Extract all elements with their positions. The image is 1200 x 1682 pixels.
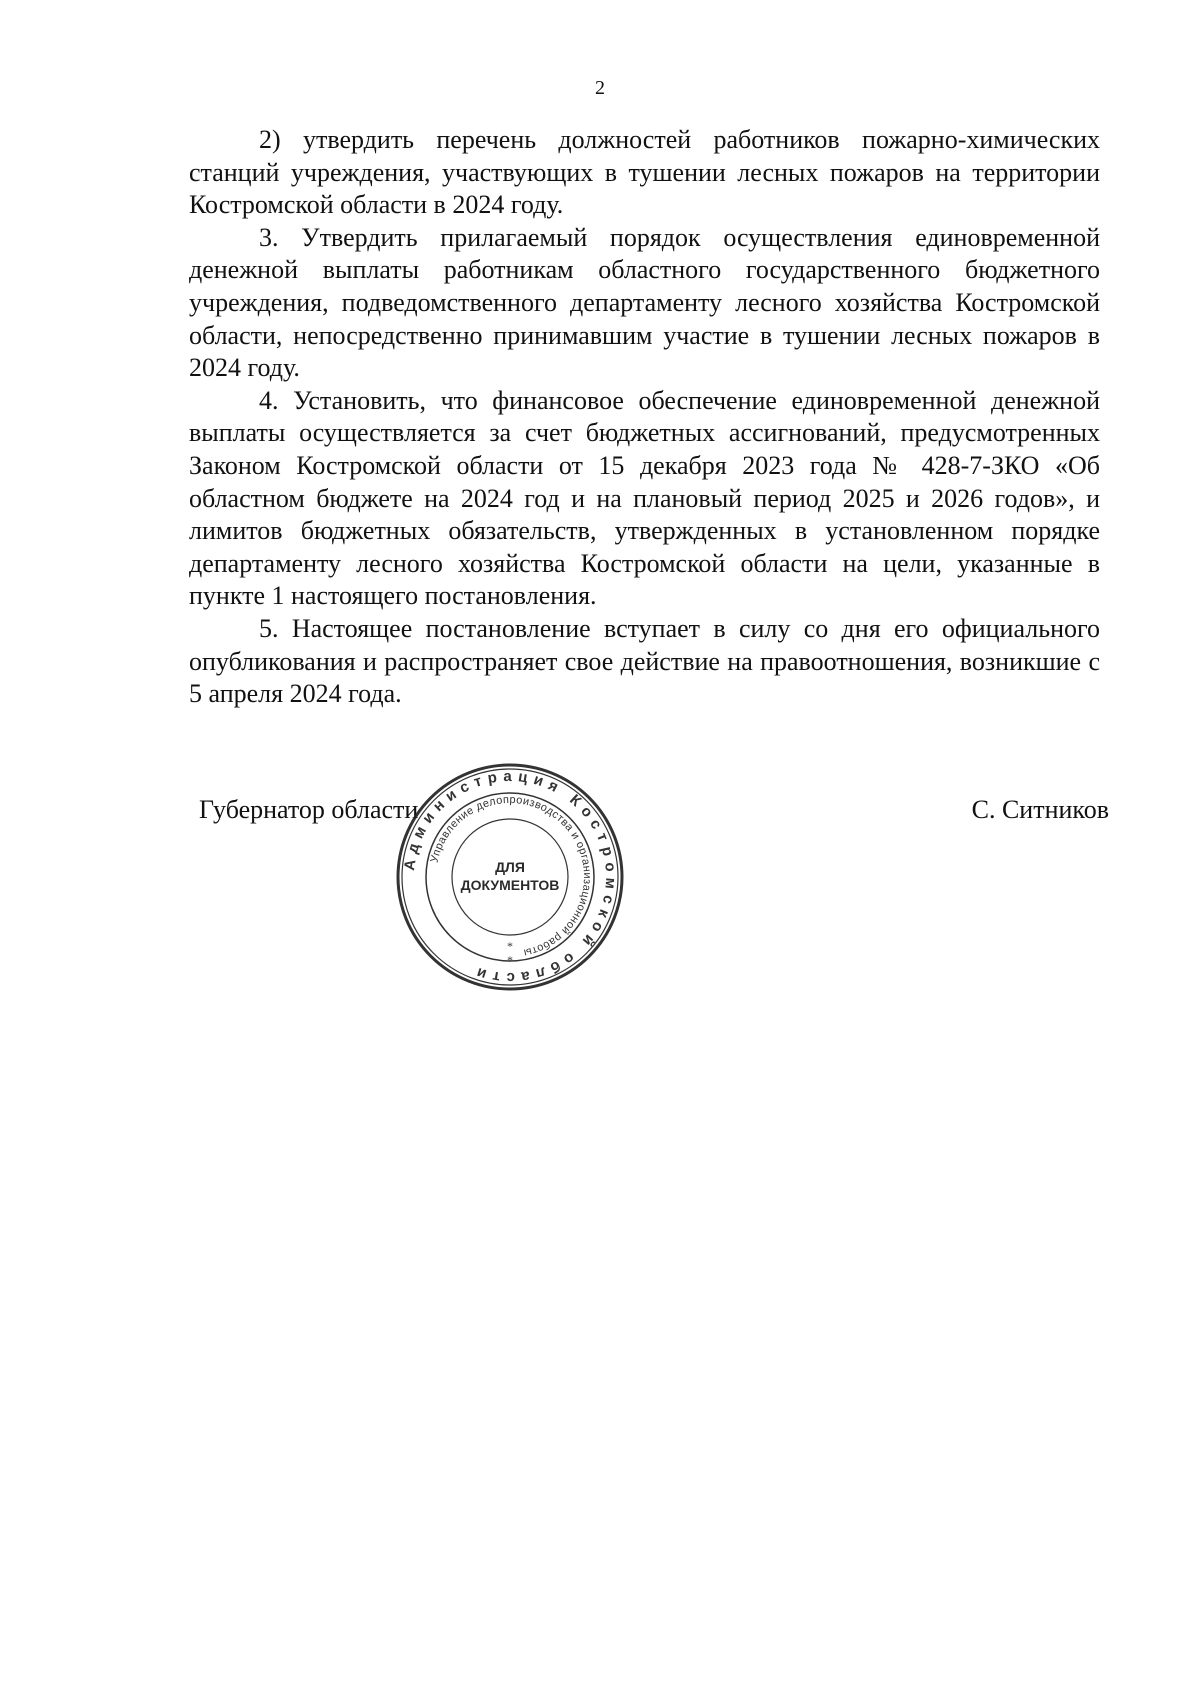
signature-block [199,794,1109,834]
paragraph-item-2: 2) утвердить перечень должностей работников пожарно-химических станций учреждения, участвующих в тушении лесных пожаров на территории Костромской области в 2024 году. [189,125,1100,220]
paragraph-point-3: 3. Утвердить прилагаемый порядок осуществления единовременной денежной выплаты работникам областного государственного бюджетного учреждения, подведомственного департаменту лесного хозяйства Костромской области, непосредственно принимавшим участие в тушении лесных пожаров в 2024 году. [189,222,1100,383]
seal-center-line-1: ДЛЯ [495,859,525,875]
official-seal [395,762,625,992]
seal-star-icon: * [507,939,513,953]
seal-outer-text: Администрация Костромской области [400,767,620,987]
signatory-name: С. Ситников [971,795,1109,824]
page-number: 2 [595,77,605,99]
paragraph-point-4: 4. Установить, что финансовое обеспечение единовременной денежной выплаты осуществляется за счет бюджетных ассигнований, предусмотренных Законом Костромской области от 15 декабря 2023 года № 428-7-ЗКО «Об областном бюджете на 2024 год и на плановый период 2025 и 2026 годов», и лимитов бюджетных обязательств, утвержденных в установленном порядке департаменту лесного хозяйства Костромской области на цели, указанные в пункте 1 настоящего постановления. [189,385,1100,611]
paragraph-point-5: 5. Настоящее постановление вступает в силу со дня его официального опубликования и распространяет свое действие на правоотношения, возникшие с 5 апреля 2024 года. [189,613,1100,709]
seal-center-line-2: ДОКУМЕНТОВ [460,877,560,893]
document-body [189,124,1100,711]
seal-center [395,858,625,894]
signatory-position: Губернатор области [199,795,419,824]
seal-star-icon: * [507,953,513,967]
seal-inner-text: Управление делопроизводства и организационной работы [428,793,594,959]
